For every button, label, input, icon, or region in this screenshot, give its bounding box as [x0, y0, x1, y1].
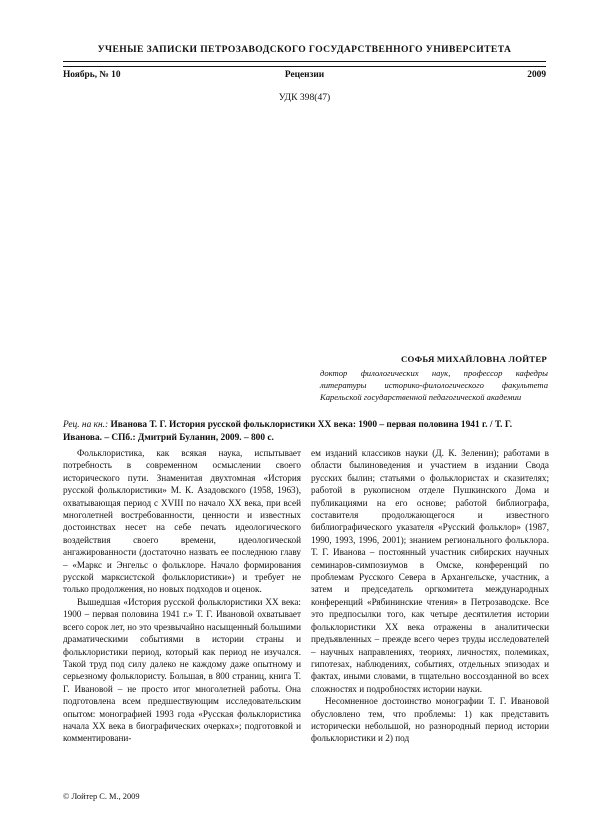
issue-label: Ноябрь, № 10: [63, 70, 121, 80]
paragraph: Фольклористика, как всякая наука, испытывает потребность в современном осмыслении своего исторического пути. Знаменитая двухтомная «История русской фольклористики» М. К. Азадовского (1958, 1963), охватывающая период с XVIII по начало XX века, при всей многолетней востребованности, ценности и известных достоинствах несет на себе печать идеологического воздействия своего времени, идеологической ангажированности (достаточно назвать ее последнюю главу – «Маркс и Энгельс о фольклоре. Начало формирования русской марксистской фольклористики») и требует не только продолжения, но новых подходов и оценок.: [63, 448, 301, 595]
book-reference: [63, 419, 548, 445]
paragraph: Вышедшая «История русской фольклористики XX века: 1900 – первая половина 1941 г.» Т. Г. Ивановой охватывает всего сорок лет, но это чрезвычайно насыщенный большими драматическими событиями в истории страны и фольклористики период, который как период не изучался. Такой труд под силу далеко не каждому даже опытному и серьезному фольклористу. Большая, в 800 страниц, книга Т. Г. Ивановой – не просто итог многолетней работы. Она подготовлена всем предшествующим исследовательским опытом: монографией 1993 года «Русская фольклористика начала XX века в биографических очерках»; подготовкой и комментировани-: [63, 596, 301, 744]
paragraph: ем изданий классиков науки (Д. К. Зеленин); работами в области былиноведения и участием в издании Свода русских былин; статьями о фольклористах и сказителях; работой в рукописном отделе Пушкинского Дома и публикациями на его основе; работой библиографа, составителя продолжающегося и известного библиографического указателя «Русский фольклор» (1987, 1990, 1993, 1996, 2001); знанием регионального фольклора. Т. Г. Иванова – постоянный участник сибирских научных семинаров-симпозиумов в Омске, конференций по проблемам Русского Севера в Архангельске, участник, а затем и председатель оргкомитета международных конференций «Рябининские чтения» в Петрозаводске. Все это предпосылки того, как четыре десятилетия истории фольклористики XX века отражены в аналитически предъявленных – прежде всего через труды исследователей – научных направлениях, теориях, личностях, полемиках, гипотезах, наблюдениях, событиях, отдельных эпизодах и фактах, иными словами, в тщательно воссозданной во всех сложностях и подробностях истории науки.: [311, 448, 549, 694]
paragraph: Несомненное достоинство монографии Т. Г. Ивановой обусловлено тем, что проблемы: 1) как представить исторически небольшой, но разнородный период истории фольклористики и 2) под: [311, 696, 549, 744]
header-rule-thick: [63, 61, 546, 62]
header-rule-thin: [63, 66, 546, 67]
body-column-left: [63, 447, 301, 745]
reference-prefix: Рец. на кн.:: [63, 420, 109, 430]
author-name: СОФЬЯ МИХАЙЛОВНА ЛОЙТЕР: [400, 354, 547, 364]
copyright-note: © Лойтер С. М., 2009: [63, 792, 140, 801]
reference-text: Иванова Т. Г. История русской фольклористики XX века: 1900 – первая половина 1941 г. / Т. Г. Иванова. – СПб.: Дмитрий Буланин, 2009. – 800 с.: [63, 420, 513, 443]
author-affiliation: доктор филологических наук, профессор кафедры литературы историко-филологического факультета Карельской государственной педагогической академии: [320, 368, 548, 402]
section-label: Рецензии: [284, 70, 325, 80]
year-label: 2009: [527, 70, 546, 80]
body-column-right: [311, 447, 549, 745]
udc-code: УДК 398(47): [278, 92, 331, 103]
journal-title: УЧЕНЫЕ ЗАПИСКИ ПЕТРОЗАВОДСКОГО ГОСУДАРСТВЕННОГО УНИВЕРСИТЕТА: [97, 44, 512, 55]
